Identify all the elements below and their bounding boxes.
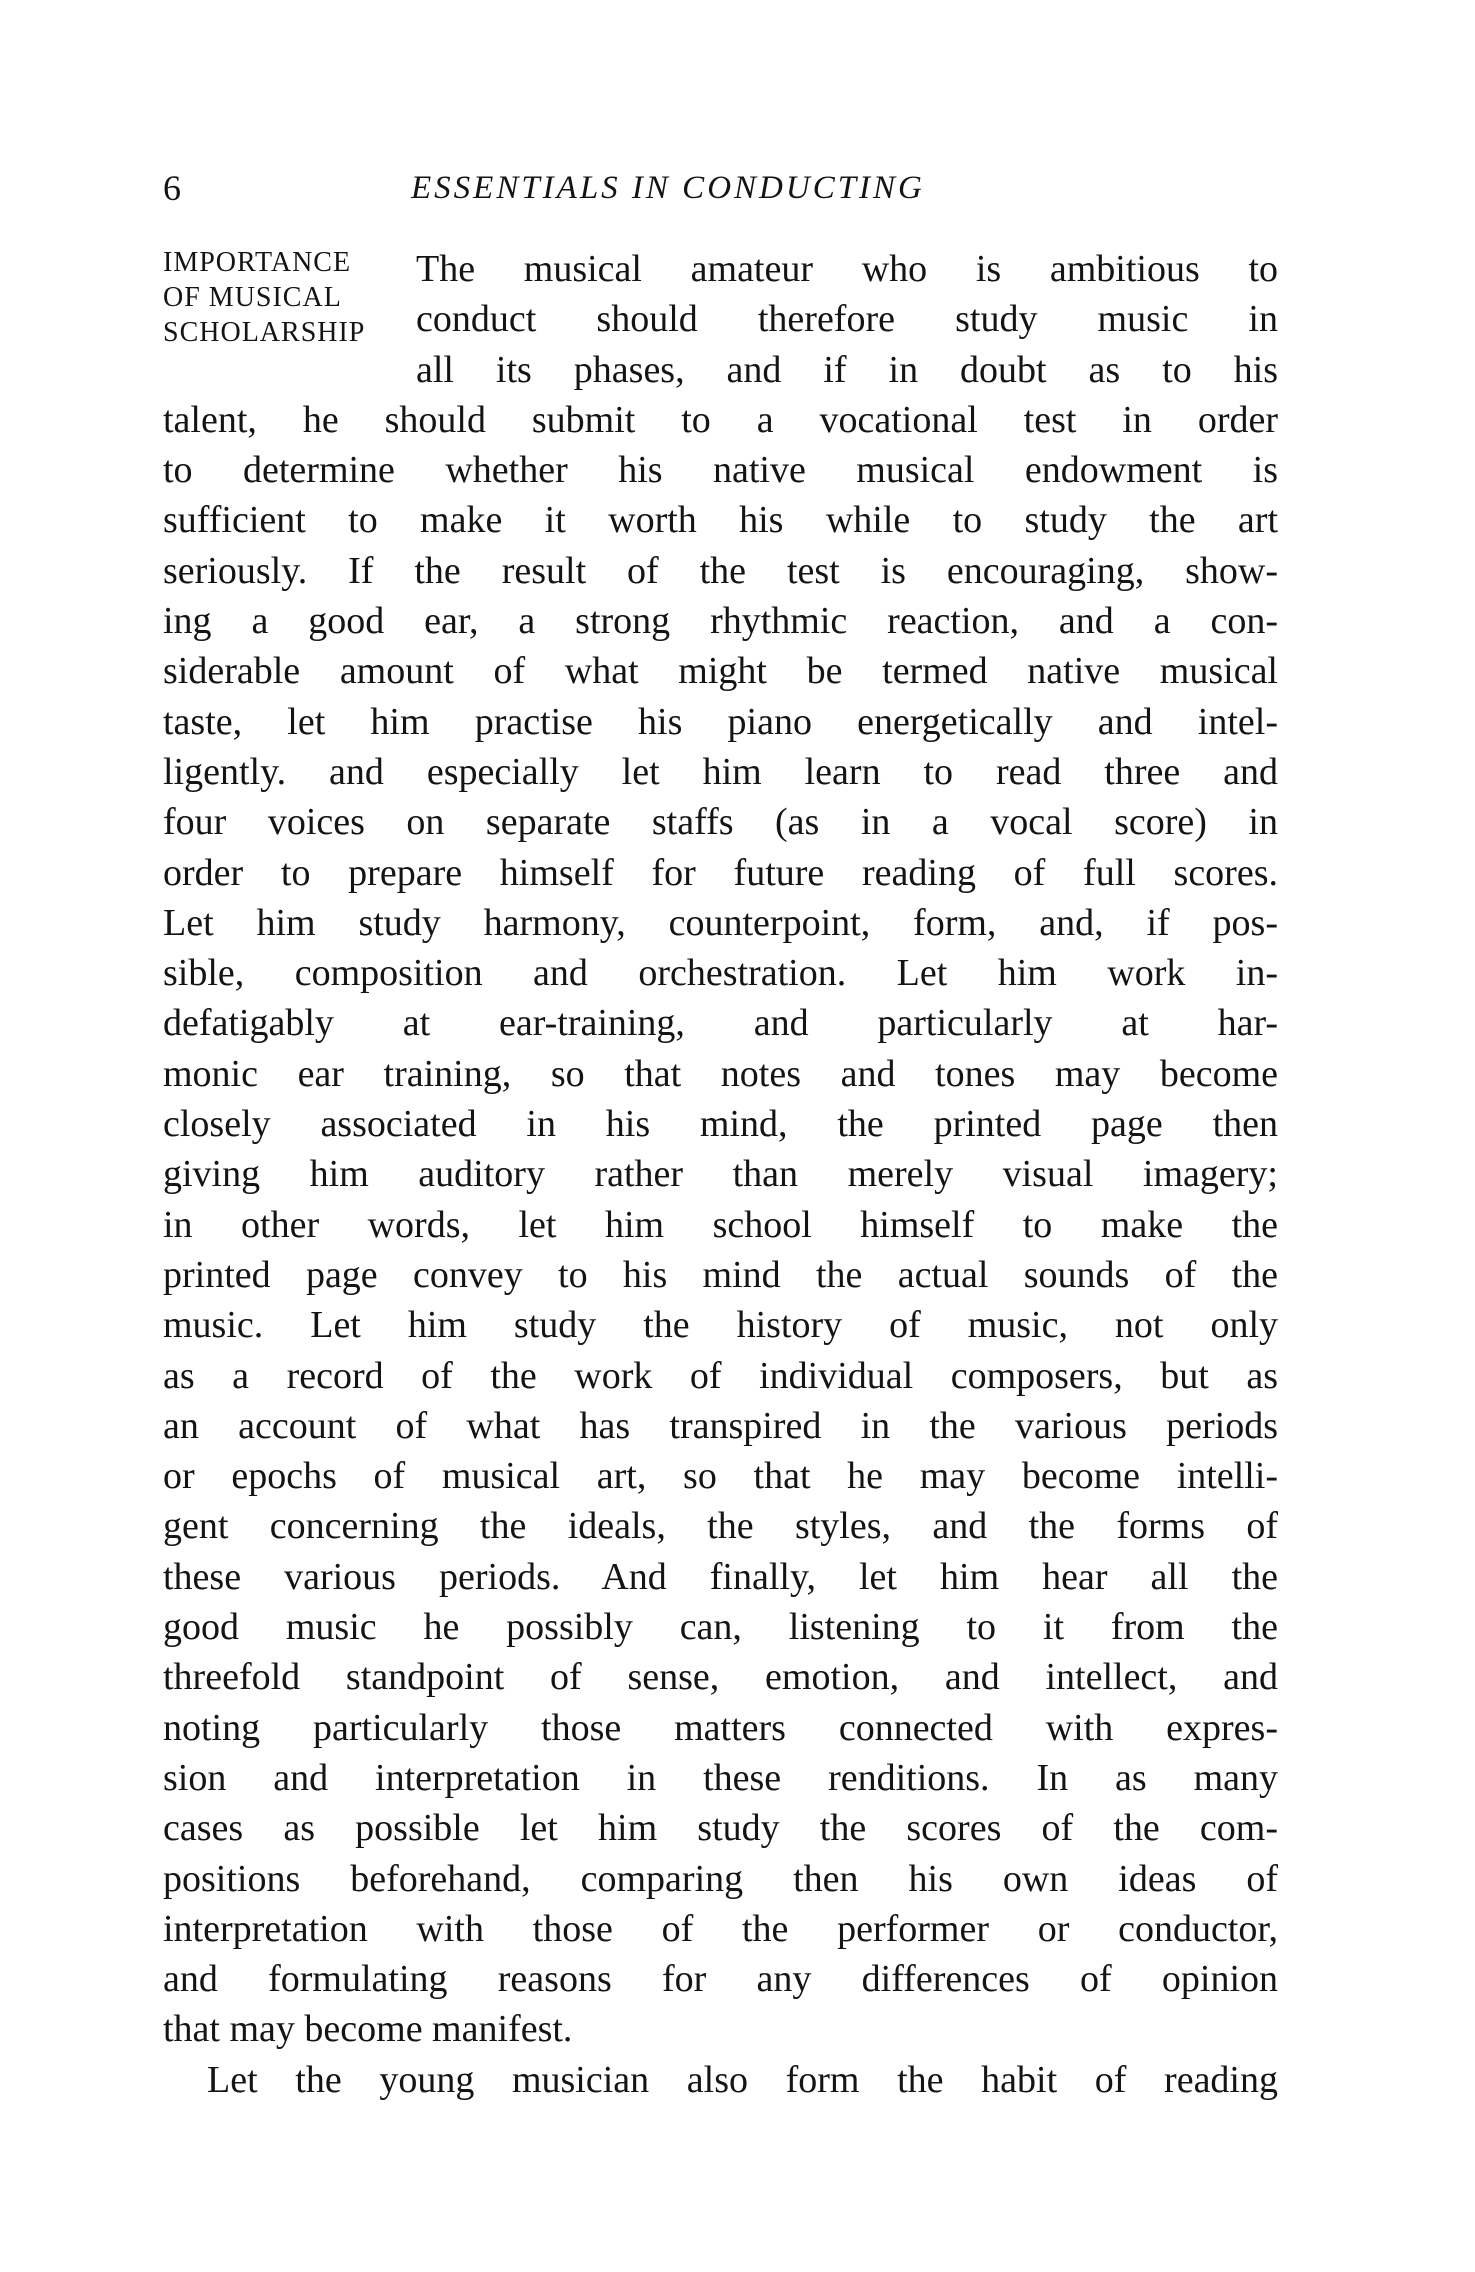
text-line: as a record of the work of individual composers, but as [163,1354,1278,1397]
text-line: ing a good ear, a strong rhythmic reaction, and a con- [163,600,1278,643]
text-line: positions beforehand, comparing then his own ideas of [163,1857,1278,1900]
text-line: taste, let him practise his piano energetically and intel- [163,700,1278,743]
text-line: order to prepare himself for future reading of full scores. [163,851,1278,894]
text-line: sion and interpretation in these renditions. In as many [163,1756,1278,1799]
text-line: Let the young musician also form the habit of reading [207,2058,1278,2101]
text-line: gent concerning the ideals, the styles, and the forms of [163,1505,1278,1548]
text-line: monic ear training, so that notes and tones may become [163,1052,1278,1095]
text-line: sible, composition and orchestration. Let him work in- [163,952,1278,995]
text-line: threefold standpoint of sense, emotion, and intellect, and [163,1656,1278,1699]
text-line: four voices on separate staffs (as in a vocal score) in [163,801,1278,844]
text-line: cases as possible let him study the scores of the com- [163,1807,1278,1850]
text-line: talent, he should submit to a vocational test in order [163,398,1278,441]
side-heading-line: IMPORTANCE [163,247,352,278]
text-line: giving him auditory rather than merely visual imagery; [163,1153,1278,1196]
text-line: and formulating reasons for any differences of opinion [163,1958,1278,2001]
text-line: defatigably at ear-training, and particularly at har- [163,1002,1278,1045]
text-line: in other words, let him school himself to make the [163,1203,1278,1246]
text-line: siderable amount of what might be termed native musical [163,650,1278,693]
text-line: seriously. If the result of the test is encouraging, show- [163,549,1278,592]
text-line: good music he possibly can, listening to it from the [163,1606,1278,1649]
running-title: ESSENTIALS IN CONDUCTING [411,170,925,206]
text-line: these various periods. And finally, let him hear all the [163,1555,1278,1598]
page-number: 6 [163,168,181,208]
text-line: interpretation with those of the performer or conductor, [163,1907,1278,1950]
body-text [163,244,1278,2105]
text-line: or epochs of musical art, so that he may become intelli- [163,1455,1278,1498]
text-line: all its phases, and if in doubt as to his [416,348,1278,391]
text-line: music. Let him study the history of music, not only [163,1304,1278,1347]
side-heading-line: SCHOLARSHIP [163,317,366,348]
text-line: an account of what has transpired in the various periods [163,1404,1278,1447]
text-line: conduct should therefore study music in [416,298,1278,341]
text-line: that may become manifest. [163,2008,573,2051]
side-heading-line: OF MUSICAL [163,282,342,313]
text-line: The musical amateur who is ambitious to [416,248,1278,290]
text-line: closely associated in his mind, the printed page then [163,1103,1278,1146]
text-line: Let him study harmony, counterpoint, form, and, if pos- [163,901,1278,944]
text-line: noting particularly those matters connected with expres- [163,1706,1278,1749]
text-line: sufficient to make it worth his while to study the art [163,499,1278,542]
text-line: to determine whether his native musical endowment is [163,449,1278,492]
text-line: printed page convey to his mind the actual sounds of the [163,1253,1278,1296]
page-header [163,163,1278,213]
text-line: ligently. and especially let him learn to read three and [163,750,1278,793]
